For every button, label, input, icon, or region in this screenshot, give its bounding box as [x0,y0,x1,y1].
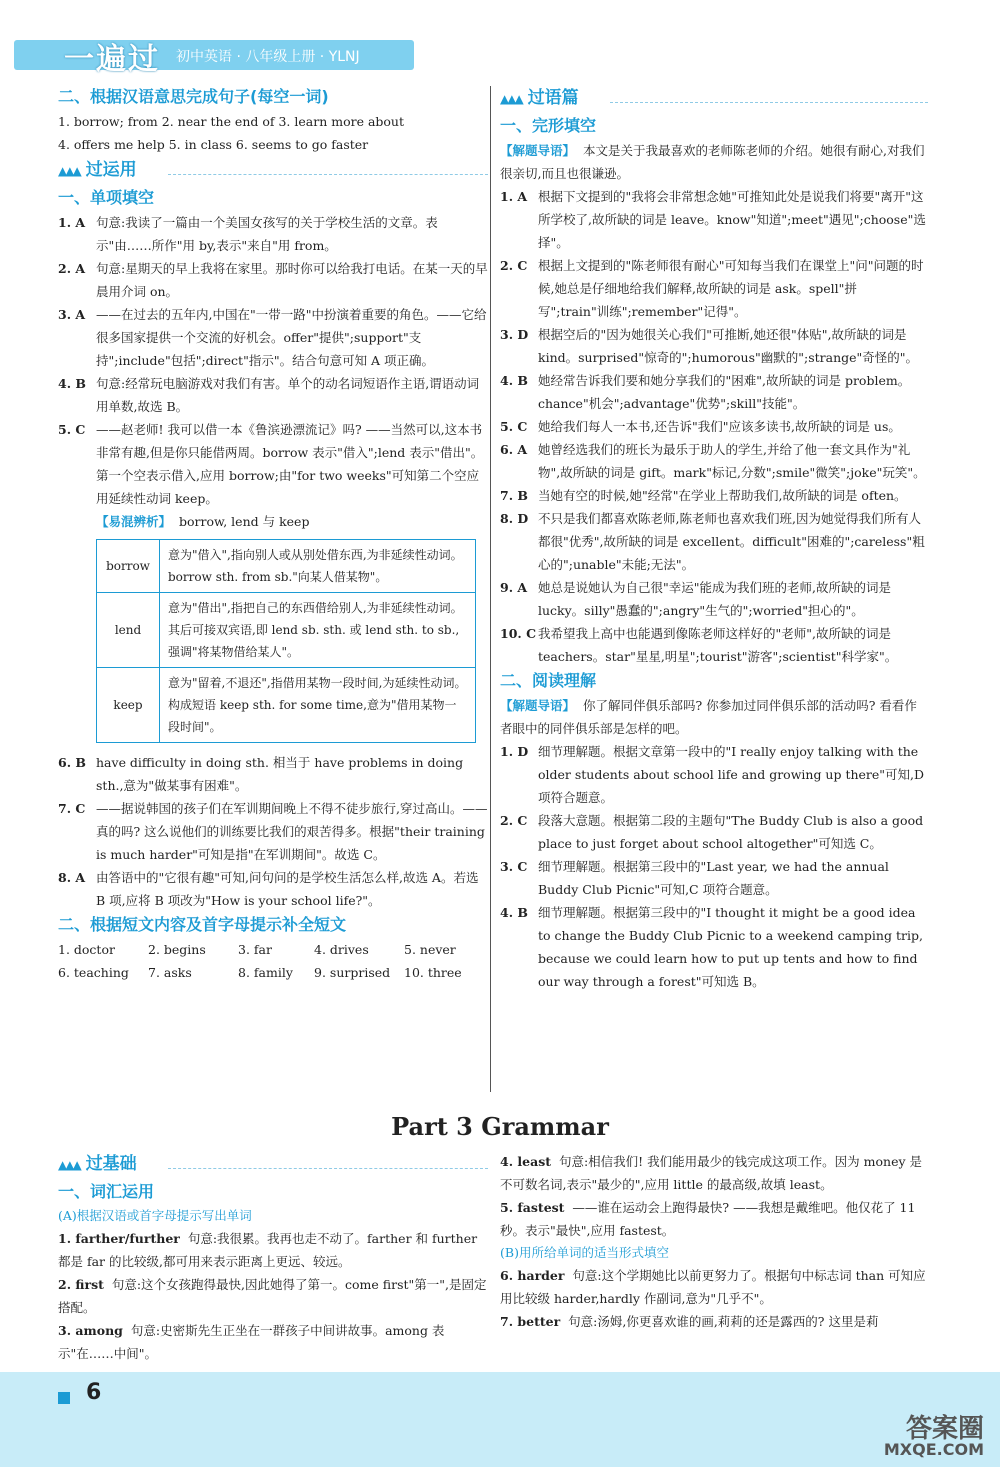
answer-number: 2. C [500,258,528,273]
answer-item [500,1264,928,1310]
part-title: Part 3 Grammar [391,1112,609,1141]
page-footer [0,1372,1000,1467]
answer-number: 3. D [500,327,529,342]
answer-number: 7. C [58,801,86,816]
section-band [58,1150,488,1179]
answer-item [500,185,928,254]
answer-item [500,576,928,622]
answer-item [58,418,488,510]
fill-row [58,961,488,984]
answer-item [500,855,928,901]
answer-text: 根据上文提到的"陈老师很有耐心"可知每当我们在课堂上"问"问题的时候,她总是仔细地给我们解释,故所缺的词是 ask。spell"拼写";train"训练";remember"记得"。 [538,258,924,319]
answer-number: 1. A [58,215,86,230]
answer-item [500,740,928,809]
answer-number: 4. least [500,1154,552,1169]
table-desc: 意为"借入",指向别人或从别处借东西,为非延续性动词。borrow sth. from sb."向某人借某物"。 [160,540,476,593]
answer-item [500,1150,928,1196]
band-mark-icon: ▲▲▲ [58,164,80,178]
section-title: 一、词汇运用 [58,1182,155,1201]
answer-number: 5. C [500,419,528,434]
table-word: borrow [97,540,160,593]
answer-text: ——在过去的五年内,中国在"一带一路"中扮演着重要的角色。——它给很多国家提供一个交流的好机会。offer"提供";support"支持";include"包括";direct"指示"。结合句意可知 A 项正确。 [96,307,487,368]
section-title: 二、根据汉语意思完成句子(每空一词) [58,87,329,106]
answer-number: 3. A [58,307,86,322]
footer-square-icon [58,1392,70,1404]
fill-answer: 3. far [238,942,272,957]
answer-item [58,257,488,303]
answer-text: 细节理解题。根据文章第一段中的"I really enjoy talking with the older students about school life and growing up there"可知,D 项符合题意。 [538,744,925,805]
table-word: lend [97,593,160,668]
note-tag: 【易混辨析】 [96,514,172,529]
answer-number: 4. B [500,373,528,388]
answer-number: 6. B [58,755,86,770]
answer-text: 句意:我很累。我再也走不动了。farther 和 further 都是 far 的比较级,都可用来表示距离上更远、较远。 [58,1231,478,1269]
answer-number: 2. first [58,1277,104,1292]
column-divider [490,86,491,1092]
fill-answer: 4. drives [314,942,369,957]
answer-item [500,415,928,438]
answer-number: 1. A [500,189,528,204]
answer-number: 3. among [58,1323,123,1338]
answer-number: 2. C [500,813,528,828]
answer-text: 句意:这个女孩跑得最快,因此她得了第一。come first"第一",是固定搭配。 [58,1277,487,1315]
answer-text: 句意:星期天的早上我将在家里。那时你可以给我打电话。在某一天的早晨用介词 on。 [96,261,488,299]
answer-number: 2. A [58,261,86,276]
answer-text: 句意:相信我们! 我们能用最少的钱完成这项工作。因为 money 是不可数名词,表示"最少的",应用 little 的最高级,故填 least。 [500,1154,923,1192]
answer-text: 她总是说她认为自己很"幸运"能成为我们班的老师,故所缺的词是 lucky。silly"愚蠢的";angry"生气的";worried"担心的"。 [538,580,891,618]
sub-title: (A)根据汉语或首字母提示写出单词 [58,1208,252,1223]
section-band [58,156,488,185]
table-row [97,668,476,743]
note-text: borrow, lend 与 keep [179,514,310,529]
answer-text: ——据说韩国的孩子们在军训期间晚上不得不徒步旅行,穿过高山。——真的吗? 这么说他们的训练要比我们的艰苦得多。根据"their training is much harder"可知是指"在军训期间"。故选 C。 [96,801,488,862]
answer-text: 根据空后的"因为她很关心我们"可推断,她还很"体贴",故所缺的词是 kind。surprised"惊奇的";humorous"幽默的";strange"奇怪的"。 [538,327,919,365]
intro-text: 本文是关于我最喜欢的老师陈老师的介绍。她很有耐心,对我们很亲切,而且也很谦逊。 [500,143,925,181]
answer-text: 句意:经常玩电脑游戏对我们有害。单个的动名词短语作主语,谓语动词用单数,故选 B。 [96,376,480,414]
answer-number: 1. farther/further [58,1231,180,1246]
intro-note [500,139,928,185]
answer-item [58,797,488,866]
right-column [500,84,928,993]
answer-item [500,484,928,507]
answer-text: 由答语中的"它很有趣"可知,问句问的是学校生活怎么样,故选 A。若选 B 项,应将 B 项改为"How is your school life?"。 [96,870,479,908]
answer-item [500,622,928,668]
answer-item [58,1319,488,1365]
fill-answer: 5. never [404,942,456,957]
fill-answer: 7. asks [148,965,192,980]
answer-number: 4. B [58,376,86,391]
fill-answer: 10. three [404,965,462,980]
section-title: 一、完形填空 [500,116,597,135]
answer-item [500,254,928,323]
series-logo: 一遍过 [64,42,160,77]
answer-text: 我希望我上高中也能遇到像陈老师这样好的"老师",故所缺的词是 teachers。star"星星,明星";tourist"游客";scientist"科学家"。 [538,626,898,664]
bottom-right-column [500,1150,928,1333]
watermark-text: 答案圈 [905,1414,984,1444]
answer-item [58,303,488,372]
answer-number: 10. C [500,626,537,641]
fill-answer: 8. family [238,965,293,980]
answer-text: 句意:汤姆,你更喜欢谁的画,莉莉的还是露西的? 这里是莉 [568,1314,879,1329]
answer-number: 8. D [500,511,529,526]
answer-line: 1. borrow; from 2. near the end of 3. learn more about [58,114,405,129]
answer-number: 8. A [58,870,86,885]
answer-number: 9. A [500,580,528,595]
answer-number: 3. C [500,859,528,874]
answer-item [500,507,928,576]
sub-title: (B)用所给单词的适当形式填空 [500,1245,669,1260]
table-row [97,540,476,593]
section-band [500,84,928,113]
fill-answer: 1. doctor [58,942,115,957]
watermark-url: MXQE.COM [883,1440,984,1459]
answer-text: 她曾经选我们的班长为最乐于助人的学生,并给了他一套文具作为"礼物",故所缺的词是 gift。mark"标记,分数";smile"微笑";joke"玩笑"。 [538,442,926,480]
answer-text: 她给我们每人一本书,还告诉"我们"应该多读书,故所缺的词是 us。 [538,419,901,434]
bottom-left-column [58,1150,488,1365]
fill-row [58,938,488,961]
page-number: 6 [86,1380,102,1405]
answer-item [500,369,928,415]
note-line [58,510,488,533]
intro-tag: 【解题导语】 [500,698,576,713]
left-column [58,84,488,984]
table-desc: 意为"借出",指把自己的东西借给别人,为非延续性动词。其后可接双宾语,即 lend sb. sth. 或 lend sth. to sb.,强调"将某物借给某人"。 [160,593,476,668]
answer-item [58,866,488,912]
section-title: 一、单项填空 [58,188,155,207]
answer-item [58,751,488,797]
answer-item [58,372,488,418]
answer-text: 句意:史密斯先生正坐在一群孩子中间讲故事。among 表示"在……中间"。 [58,1323,445,1361]
section-title: 二、阅读理解 [500,671,597,690]
band-label: 过基础 [85,1154,137,1174]
band-mark-icon: ▲▲▲ [500,92,522,106]
answer-number: 5. fastest [500,1200,565,1215]
answer-text: 细节理解题。根据第三段中的"Last year, we had the annual Buddy Club Picnic"可知,C 项符合题意。 [538,859,889,897]
answer-item [500,438,928,484]
intro-note [500,694,928,740]
section-title: 二、根据短文内容及首字母提示补全短文 [58,915,347,934]
answer-number: 6. harder [500,1268,565,1283]
band-label: 过运用 [85,160,137,180]
answer-item [500,323,928,369]
answer-text: 句意:这个学期她比以前更努力了。根据句中标志词 than 可知应用比较级 harder,hardly 作副词,意为"几乎不"。 [500,1268,926,1306]
answer-text: have difficulty in doing sth. 相当于 have problems in doing sth.,意为"做某事有困难"。 [96,755,464,793]
intro-tag: 【解题导语】 [500,143,576,158]
fill-answer: 9. surprised [314,965,391,980]
table-word: keep [97,668,160,743]
answer-item [58,1227,488,1273]
answer-line: 4. offers me help 5. in class 6. seems to go faster [58,137,369,152]
book-subtitle: 初中英语 · 八年级上册 · YLNJ [176,49,360,65]
band-label: 过语篇 [527,88,579,108]
answer-text: ——谁在运动会上跑得最快? ——我想是戴维吧。他仅花了 11 秒。表示"最快",应用 fastest。 [500,1200,916,1238]
answer-item [58,1273,488,1319]
comparison-table [96,539,476,743]
answer-item [500,1310,928,1333]
answer-number: 7. better [500,1314,561,1329]
fill-answer: 2. begins [148,942,206,957]
answer-text: 段落大意题。根据第二段的主题句"The Buddy Club is also a good place to just forget about school altogether"可知选 C。 [538,813,924,851]
answer-number: 1. D [500,744,529,759]
answer-number: 7. B [500,488,528,503]
fill-answer: 6. teaching [58,965,129,980]
answer-text: 句意:我读了一篇由一个美国女孩写的关于学校生活的文章。表示"由……所作"用 by,表示"来自"用 from。 [96,215,438,253]
answer-text: 不只是我们都喜欢陈老师,陈老师也喜欢我们班,因为她觉得我们所有人都很"优秀",故所缺的词是 excellent。difficult"困难的";careless"粗心的";unable"未能;无法"。 [538,511,925,572]
band-mark-icon: ▲▲▲ [58,1158,80,1172]
answer-text: 她经常告诉我们要和她分享我们的"困难",故所缺的词是 problem。chance"机会";advantage"优势";skill"技能"。 [538,373,911,411]
answer-number: 5. C [58,422,86,437]
answer-text: 细节理解题。根据第三段中的"I thought it might be a good idea to change the Buddy Club Picnic to a weekend camping trip, because we could learn how to put up tents and how to find our way through a forest"可知选 B。 [538,905,923,989]
answer-number: 4. B [500,905,528,920]
answer-text: 根据下文提到的"我将会非常想念她"可推知此处是说我们将要"离开"这所学校了,故所缺的词是 leave。know"知道";meet"遇见";choose"选择"。 [538,189,926,250]
answer-item [58,211,488,257]
answer-text: 当她有空的时候,她"经常"在学业上帮助我们,故所缺的词是 often。 [538,488,907,503]
page-header [0,0,1000,78]
table-desc: 意为"留着,不退还",指借用某物一段时间,为延续性动词。构成短语 keep sth. for some time,意为"借用某物一段时间"。 [160,668,476,743]
answer-item [500,1196,928,1242]
answer-item [500,809,928,855]
intro-text: 你了解同伴俱乐部吗? 你参加过同伴俱乐部的活动吗? 看看作者眼中的同伴俱乐部是怎样的吧。 [500,698,917,736]
answer-text: ——赵老师! 我可以借一本《鲁滨逊漂流记》吗? ——当然可以,这本书非常有趣,但是你只能借两周。borrow 表示"借入";lend 表示"借出"。第一个空表示借入,应用 borrow;由"for two weeks"可知第二个空应用延续性动词 keep。 [96,422,484,506]
answer-item [500,901,928,993]
answer-number: 6. A [500,442,528,457]
table-row [97,593,476,668]
